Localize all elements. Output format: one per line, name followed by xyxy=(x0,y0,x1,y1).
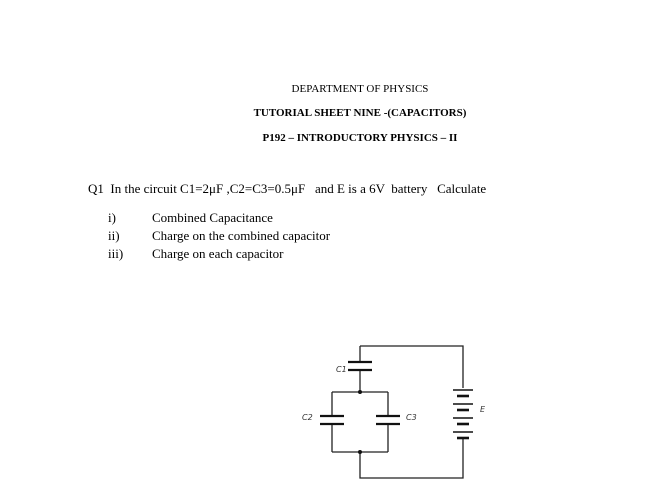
junction-dot xyxy=(358,390,362,394)
c1-label: C1 xyxy=(336,365,347,374)
task-item xyxy=(108,209,330,227)
wire-top xyxy=(360,346,463,388)
department-heading: DEPARTMENT OF PHYSICS xyxy=(291,83,429,95)
task-item xyxy=(108,245,330,263)
sheet-title: TUTORIAL SHEET NINE -(CAPACITORS) xyxy=(253,107,467,119)
circuit-diagram xyxy=(270,338,510,485)
c3-label: C3 xyxy=(406,413,417,422)
battery-label: E xyxy=(480,405,486,414)
junction-dot xyxy=(358,450,362,454)
c2-label: C2 xyxy=(302,413,313,422)
task-list xyxy=(108,209,330,263)
task-number: ii) xyxy=(108,228,120,243)
task-text: Charge on each capacitor xyxy=(152,246,284,261)
wire-bottom xyxy=(360,438,463,478)
question-text: Q1 In the circuit C1=2μF ,C2=C3=0.5μF and E is a 6V battery Calculate xyxy=(88,181,487,196)
task-text: Charge on the combined capacitor xyxy=(152,228,331,243)
task-text: Combined Capacitance xyxy=(152,210,273,225)
task-number: i) xyxy=(108,210,116,225)
course-title: P192 – INTRODUCTORY PHYSICS – II xyxy=(262,132,458,144)
task-number: iii) xyxy=(108,246,124,261)
task-item xyxy=(108,227,330,245)
